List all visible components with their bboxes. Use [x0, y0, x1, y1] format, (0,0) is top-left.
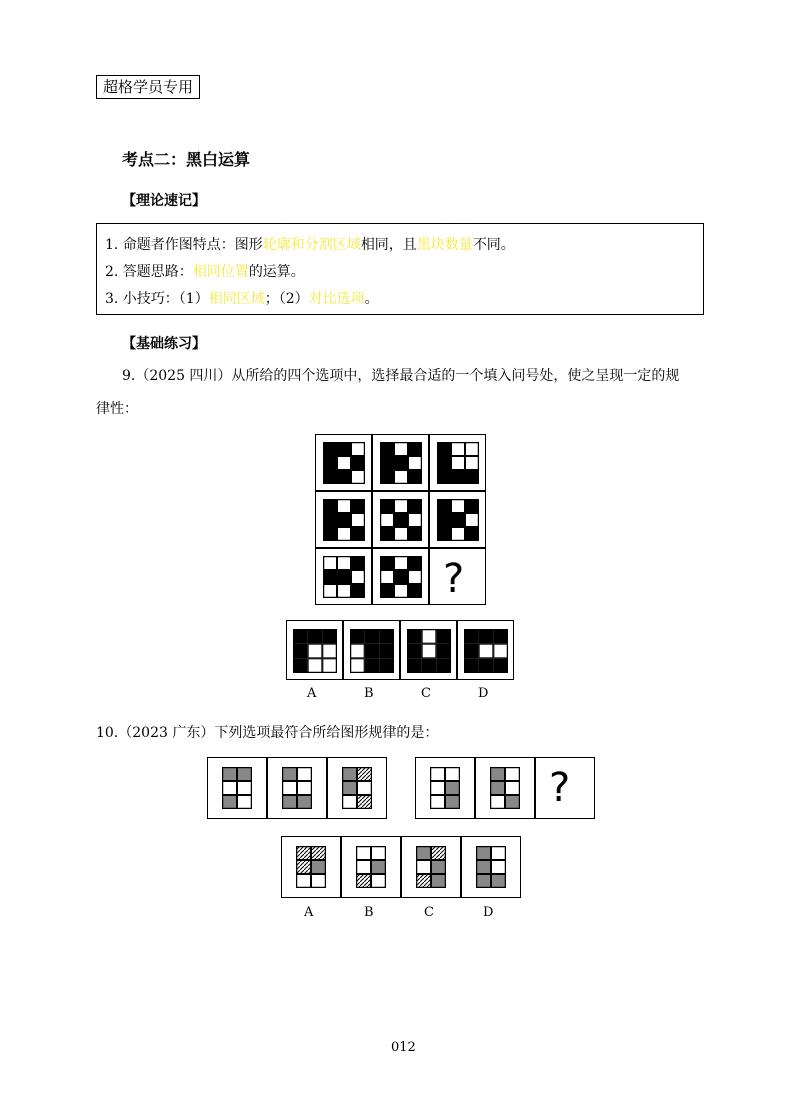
theory-line-3	[105, 288, 379, 308]
grid-cell	[408, 644, 422, 658]
grid-cell	[422, 630, 436, 644]
q9-question-mark: ?	[443, 556, 465, 602]
q10-cell	[475, 757, 535, 819]
grid-cell	[365, 659, 379, 673]
grid-cell	[494, 659, 508, 673]
q10-mini-grid	[342, 767, 372, 809]
grid-cell	[438, 528, 451, 541]
grid-cell	[506, 782, 520, 795]
q9-puzzle-cell	[315, 434, 372, 491]
grid-cell	[323, 659, 337, 673]
grid-cell	[492, 861, 506, 874]
grid-cell	[324, 500, 337, 513]
grid-cell	[358, 782, 372, 795]
q9-puzzle-cell	[429, 434, 486, 491]
q9-mini-grid	[323, 499, 365, 541]
grid-cell	[381, 585, 394, 598]
text: 1. 命题者作图特点：图形	[105, 237, 263, 253]
q9-mini-grid	[323, 556, 365, 598]
grid-cell	[324, 528, 337, 541]
grid-cell	[343, 796, 357, 809]
grid-cell	[352, 557, 365, 570]
grid-cell	[492, 847, 506, 860]
grid-cell	[438, 457, 451, 470]
grid-cell	[365, 630, 379, 644]
grid-cell	[466, 514, 479, 527]
grid-cell	[409, 557, 422, 570]
q9-option-grid	[350, 629, 394, 673]
theory-heading: 【理论速记】	[122, 193, 206, 209]
grid-cell	[381, 557, 394, 570]
theory-box	[96, 223, 704, 315]
q9-option-cell[interactable]	[400, 620, 457, 680]
grid-cell	[338, 528, 351, 541]
grid-cell	[437, 630, 451, 644]
q10-mini-grid	[490, 767, 520, 809]
grid-cell	[466, 443, 479, 456]
grid-cell	[312, 861, 326, 874]
grid-cell	[343, 768, 357, 781]
q9-option-grid	[407, 629, 451, 673]
grid-cell	[338, 585, 351, 598]
q10-mini-grid	[282, 767, 312, 809]
text: 3. 小技巧：（1）	[105, 291, 209, 307]
grid-cell	[298, 796, 312, 809]
text: 。	[364, 291, 379, 307]
grid-cell	[438, 514, 451, 527]
q10-option-cell[interactable]	[461, 836, 521, 898]
q9-puzzle-grid	[315, 434, 486, 605]
q10-option-cell[interactable]	[341, 836, 401, 898]
grid-cell	[312, 875, 326, 888]
grid-cell	[422, 659, 436, 673]
q9-option-cell[interactable]	[286, 620, 343, 680]
grid-cell	[446, 768, 460, 781]
grid-cell	[492, 875, 506, 888]
grid-cell	[422, 644, 436, 658]
q10-option-cell[interactable]	[401, 836, 461, 898]
grid-cell	[395, 528, 408, 541]
grid-cell	[409, 571, 422, 584]
grid-cell	[324, 571, 337, 584]
grid-cell	[358, 768, 372, 781]
grid-cell	[372, 847, 386, 860]
grid-cell	[446, 782, 460, 795]
grid-cell	[452, 457, 465, 470]
grid-cell	[465, 644, 479, 658]
grid-cell	[409, 585, 422, 598]
grid-cell	[452, 514, 465, 527]
grid-cell	[283, 782, 297, 795]
grid-cell	[408, 630, 422, 644]
grid-cell	[395, 557, 408, 570]
grid-cell	[432, 875, 446, 888]
grid-cell	[409, 500, 422, 513]
q10-cell	[267, 757, 327, 819]
q9-option-a-label[interactable]: A	[307, 686, 317, 701]
grid-cell	[494, 644, 508, 658]
q9-option-d-label[interactable]: D	[478, 686, 489, 701]
q9-text-line1: 9.（2025 四川）从所给的四个选项中，选择最合适的一个填入问号处，使之呈现一定的规	[122, 368, 680, 384]
grid-cell	[365, 644, 379, 658]
grid-cell	[238, 796, 252, 809]
grid-cell	[465, 630, 479, 644]
grid-cell	[477, 875, 491, 888]
grid-cell	[408, 659, 422, 673]
q9-text-line2: 律性：	[96, 401, 138, 417]
q9-option-grid	[464, 629, 508, 673]
grid-cell	[357, 847, 371, 860]
theory-line-2	[105, 261, 305, 281]
q9-puzzle-cell	[429, 491, 486, 548]
q9-option-grid	[293, 629, 337, 673]
q9-mini-grid	[380, 556, 422, 598]
q10-cell	[207, 757, 267, 819]
grid-cell	[452, 500, 465, 513]
text: 相同，且	[360, 237, 417, 253]
grid-cell	[432, 861, 446, 874]
grid-cell	[352, 443, 365, 456]
grid-cell	[308, 659, 322, 673]
grid-cell	[381, 528, 394, 541]
q10-option-a-label[interactable]: A	[304, 905, 314, 920]
grid-cell	[438, 471, 451, 484]
grid-cell	[297, 847, 311, 860]
grid-cell	[352, 457, 365, 470]
grid-cell	[479, 630, 493, 644]
grid-cell	[479, 659, 493, 673]
grid-cell	[297, 861, 311, 874]
q10-mini-grid	[296, 846, 326, 888]
highlight: 相同位置	[192, 264, 249, 280]
grid-cell	[343, 782, 357, 795]
q10-option-cell[interactable]	[281, 836, 341, 898]
grid-cell	[338, 471, 351, 484]
q9-mini-grid	[380, 442, 422, 484]
grid-cell	[446, 796, 460, 809]
grid-cell	[438, 443, 451, 456]
highlight: 黑块数量	[416, 237, 473, 253]
text: 不同。	[472, 237, 515, 253]
grid-cell	[381, 471, 394, 484]
grid-cell	[465, 659, 479, 673]
grid-cell	[352, 571, 365, 584]
grid-cell	[432, 847, 446, 860]
grid-cell	[494, 630, 508, 644]
q10-text: 10.（2023 广东）下列选项最符合所给图形规律的是：	[96, 725, 439, 741]
grid-cell	[238, 768, 252, 781]
grid-cell	[380, 659, 394, 673]
grid-cell	[491, 796, 505, 809]
q10-cell	[327, 757, 387, 819]
highlight: 轮廓和分割区域	[262, 237, 361, 253]
grid-cell	[324, 514, 337, 527]
grid-cell	[477, 861, 491, 874]
grid-cell	[466, 528, 479, 541]
grid-cell	[381, 514, 394, 527]
grid-cell	[324, 457, 337, 470]
grid-cell	[351, 630, 365, 644]
q9-mini-grid	[437, 442, 479, 484]
grid-cell	[437, 659, 451, 673]
grid-cell	[357, 861, 371, 874]
grid-cell	[452, 443, 465, 456]
grid-cell	[338, 514, 351, 527]
q10-question-mark: ?	[549, 765, 571, 811]
grid-cell	[452, 471, 465, 484]
grid-cell	[283, 768, 297, 781]
grid-cell	[395, 514, 408, 527]
grid-cell	[438, 500, 451, 513]
q10-mini-grid	[356, 846, 386, 888]
grid-cell	[477, 847, 491, 860]
grid-cell	[357, 875, 371, 888]
grid-cell	[323, 630, 337, 644]
grid-cell	[323, 644, 337, 658]
grid-cell	[294, 644, 308, 658]
grid-cell	[338, 443, 351, 456]
grid-cell	[381, 457, 394, 470]
q10-cell	[415, 757, 475, 819]
grid-cell	[417, 875, 431, 888]
q10-mini-grid	[416, 846, 446, 888]
text: ；（2）	[264, 291, 309, 307]
q9-option-cell[interactable]	[343, 620, 400, 680]
q10-option-c-label[interactable]: C	[424, 905, 434, 920]
grid-cell	[417, 847, 431, 860]
grid-cell	[395, 571, 408, 584]
grid-cell	[491, 768, 505, 781]
grid-cell	[381, 443, 394, 456]
q9-puzzle-cell	[372, 548, 429, 605]
grid-cell	[308, 630, 322, 644]
grid-cell	[223, 768, 237, 781]
q10-option-b-label[interactable]: B	[364, 905, 374, 920]
grid-cell	[351, 659, 365, 673]
grid-cell	[491, 782, 505, 795]
grid-cell	[466, 471, 479, 484]
q9-option-b-label[interactable]: B	[364, 686, 374, 701]
q10-mini-grid	[222, 767, 252, 809]
grid-cell	[506, 768, 520, 781]
grid-cell	[338, 457, 351, 470]
grid-cell	[437, 644, 451, 658]
grid-cell	[452, 528, 465, 541]
grid-cell	[324, 585, 337, 598]
grid-cell	[431, 782, 445, 795]
grid-cell	[238, 782, 252, 795]
grid-cell	[324, 557, 337, 570]
q10-mini-grid	[430, 767, 460, 809]
grid-cell	[372, 861, 386, 874]
grid-cell	[380, 644, 394, 658]
grid-cell	[395, 500, 408, 513]
grid-cell	[223, 782, 237, 795]
grid-cell	[294, 630, 308, 644]
q9-puzzle-cell	[315, 548, 372, 605]
grid-cell	[324, 443, 337, 456]
grid-cell	[294, 659, 308, 673]
grid-cell	[352, 500, 365, 513]
grid-cell	[417, 861, 431, 874]
grid-cell	[431, 768, 445, 781]
grid-cell	[409, 457, 422, 470]
text: 2. 答题思路：	[105, 264, 193, 280]
q9-puzzle-cell	[315, 491, 372, 548]
grid-cell	[409, 471, 422, 484]
grid-cell	[409, 514, 422, 527]
grid-cell	[352, 585, 365, 598]
grid-cell	[352, 514, 365, 527]
grid-cell	[308, 644, 322, 658]
q9-puzzle-cell	[372, 434, 429, 491]
grid-cell	[297, 875, 311, 888]
q9-puzzle-cell	[372, 491, 429, 548]
grid-cell	[351, 644, 365, 658]
grid-cell	[431, 796, 445, 809]
q9-mini-grid	[380, 499, 422, 541]
text: 的运算。	[248, 264, 305, 280]
grid-cell	[466, 500, 479, 513]
grid-cell	[395, 443, 408, 456]
highlight: 相同区域	[208, 291, 265, 307]
grid-cell	[380, 630, 394, 644]
q9-option-c-label[interactable]: C	[421, 686, 431, 701]
grid-cell	[395, 471, 408, 484]
section-title: 考点二：黑白运算	[122, 150, 251, 169]
grid-cell	[298, 782, 312, 795]
grid-cell	[338, 571, 351, 584]
q9-option-cell[interactable]	[457, 620, 514, 680]
page-number: 012	[391, 1040, 416, 1055]
grid-cell	[324, 471, 337, 484]
grid-cell	[466, 457, 479, 470]
grid-cell	[312, 847, 326, 860]
q9-options	[286, 620, 514, 680]
grid-cell	[338, 557, 351, 570]
q10-option-d-label[interactable]: D	[483, 905, 494, 920]
grid-cell	[381, 571, 394, 584]
grid-cell	[223, 796, 237, 809]
grid-cell	[506, 796, 520, 809]
grid-cell	[352, 471, 365, 484]
member-badge: 超格学员专用	[96, 75, 200, 99]
grid-cell	[372, 875, 386, 888]
highlight: 对比选项	[308, 291, 365, 307]
grid-cell	[409, 528, 422, 541]
grid-cell	[409, 443, 422, 456]
grid-cell	[358, 796, 372, 809]
theory-line-1	[105, 234, 515, 254]
practice-heading: 【基础练习】	[122, 336, 206, 352]
grid-cell	[283, 796, 297, 809]
grid-cell	[381, 500, 394, 513]
q10-mini-grid	[476, 846, 506, 888]
grid-cell	[479, 644, 493, 658]
grid-cell	[298, 768, 312, 781]
grid-cell	[395, 585, 408, 598]
grid-cell	[338, 500, 351, 513]
q9-mini-grid	[437, 499, 479, 541]
grid-cell	[395, 457, 408, 470]
grid-cell	[352, 528, 365, 541]
q9-mini-grid	[323, 442, 365, 484]
